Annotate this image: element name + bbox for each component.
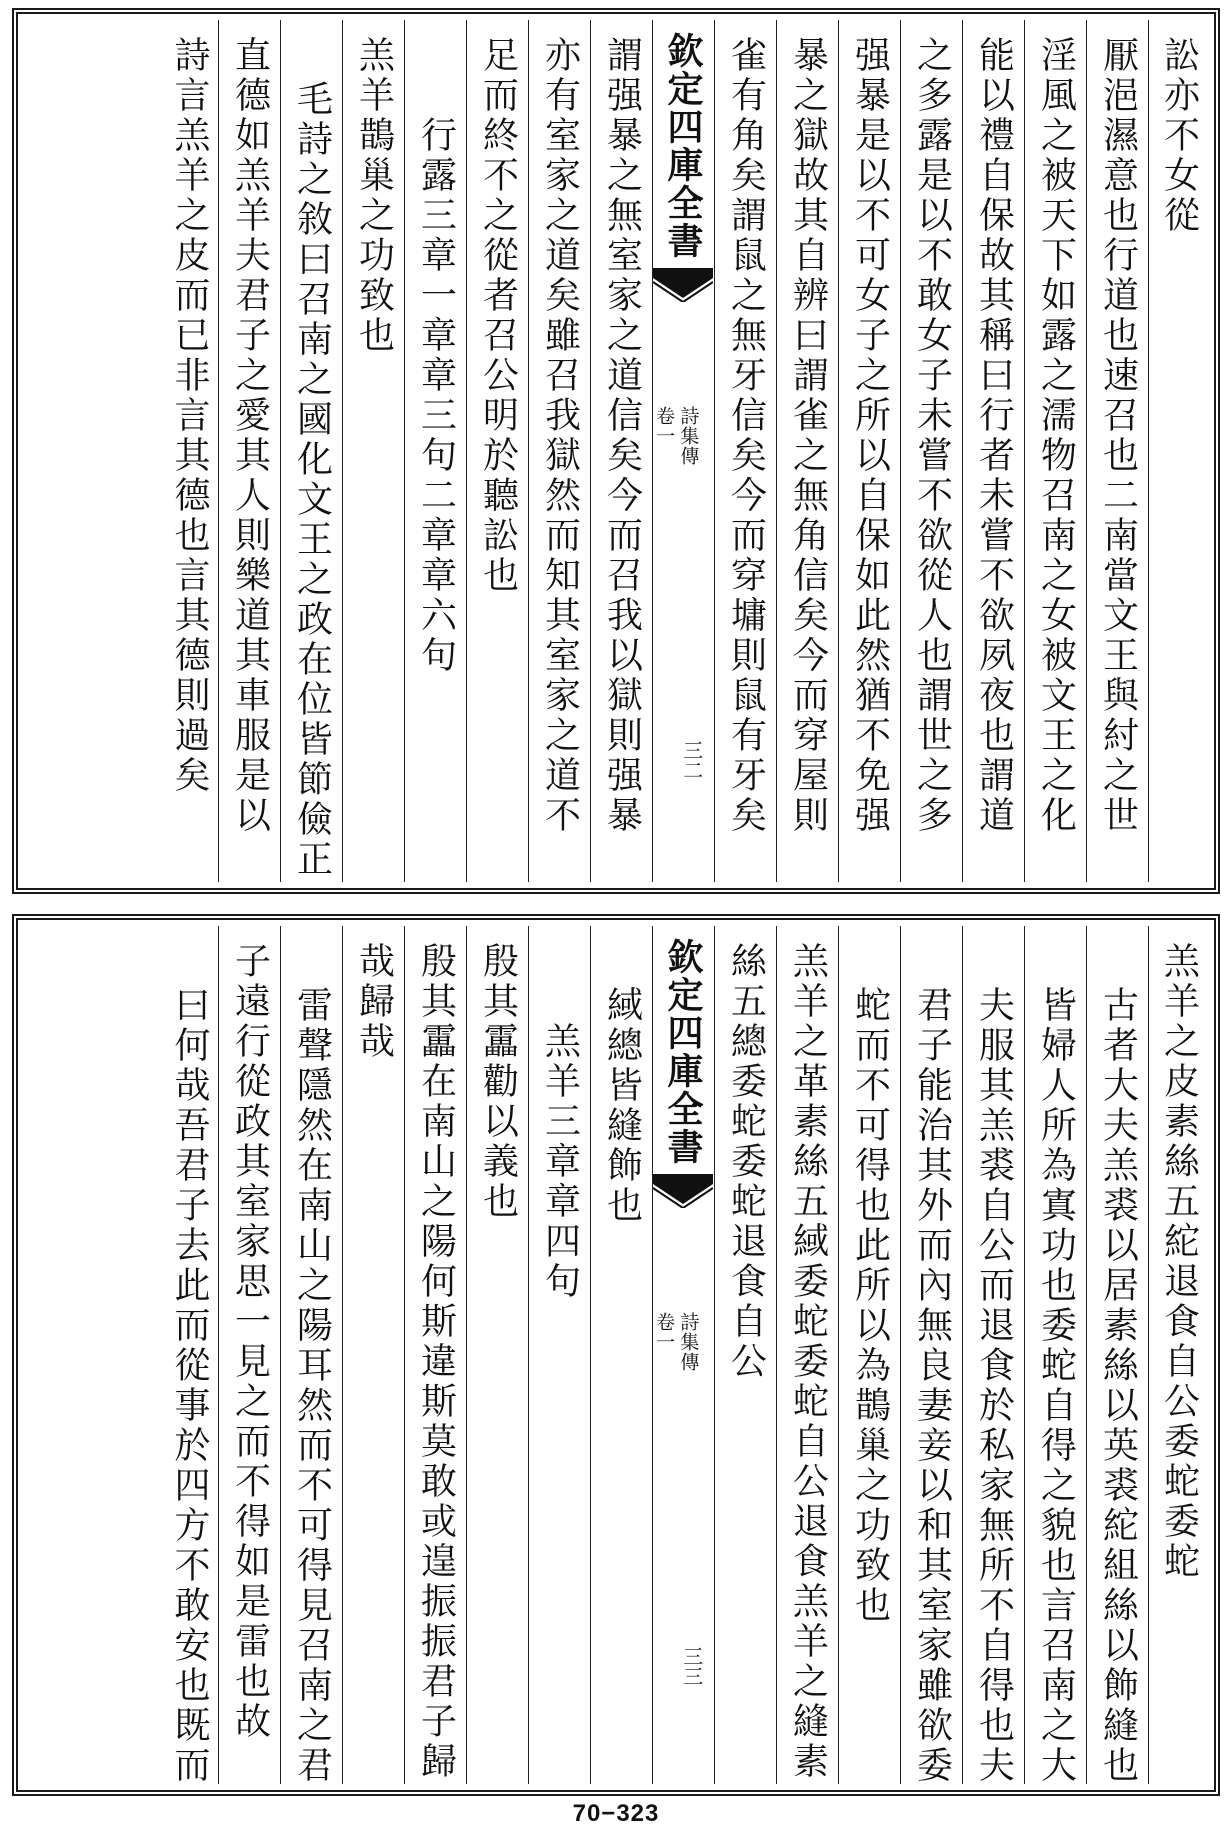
spine-volume: 卷一 xyxy=(653,406,676,446)
text-column xyxy=(776,926,838,1784)
column-text: 亦有室家之道矣雖召我獄然而知其室家之道不 xyxy=(539,36,581,836)
text-column xyxy=(590,20,652,882)
text-column xyxy=(342,926,404,1784)
text-column xyxy=(280,20,342,882)
column-text: 緎總皆縫飾也 xyxy=(601,986,643,1226)
text-column xyxy=(528,20,590,882)
text-column xyxy=(900,926,962,1784)
column-text: 殷其靁在南山之陽何斯違斯莫敢或遑振振君子歸 xyxy=(415,942,457,1782)
text-column xyxy=(776,20,838,882)
column-text: 夫服其羔裘自公而退食於私家無所不自得也夫 xyxy=(973,986,1015,1786)
text-column xyxy=(528,926,590,1784)
spine-book-title: 詩集傳 xyxy=(677,406,700,466)
page-spine xyxy=(652,20,714,882)
fish-tail-mark xyxy=(653,1174,713,1208)
text-column xyxy=(962,926,1024,1784)
spine-title: 欽定四庫全書 xyxy=(662,938,704,1166)
text-column xyxy=(218,926,280,1784)
column-text: 曰何哉吾君子去此而從事於四方不敢安也既而 xyxy=(169,986,210,1786)
column-text: 君子能治其外而內無良妻妾以和其室家雖欲委 xyxy=(911,986,953,1786)
column-text: 皆婦人所為寘功也委蛇自得之貌也言召南之大 xyxy=(1035,986,1077,1786)
column-text: 古者大夫羔裘以居素絲以英裘紽組絲以飾縫也 xyxy=(1097,986,1139,1786)
top-page xyxy=(12,8,1220,894)
text-column xyxy=(280,926,342,1784)
column-text: 雀有角矣謂鼠之無牙信矣今而穿墉則鼠有牙矣 xyxy=(725,36,767,836)
text-column xyxy=(218,20,280,882)
spine-page-number: 三三 xyxy=(679,1646,704,1686)
column-text: 詩言羔羊之皮而已非言其德也言其德則過矣 xyxy=(169,36,210,796)
text-column xyxy=(838,20,900,882)
top-columns xyxy=(24,20,1208,882)
column-text: 謂强暴之無室家之道信矣今而召我以獄則强暴 xyxy=(601,36,643,836)
spine-page-number: 三二 xyxy=(679,740,704,780)
column-text: 厭浥濕意也行道也速召也二南當文王與紂之世 xyxy=(1097,36,1139,836)
text-column xyxy=(404,20,466,882)
text-column xyxy=(466,20,528,882)
column-text: 羔羊之革素絲五緎委蛇委蛇自公退食羔羊之縫素 xyxy=(787,942,829,1782)
column-text: 直德如羔羊夫君子之愛其人則樂道其車服是以 xyxy=(229,36,271,836)
column-text: 子遠行從政其室家思一見之而不得如是雷也故 xyxy=(229,942,271,1742)
column-text: 能以禮自保故其稱曰行者未嘗不欲夙夜也謂道 xyxy=(973,36,1015,836)
column-text: 淫風之被天下如露之濡物召南之女被文王之化 xyxy=(1035,36,1077,836)
text-column xyxy=(838,926,900,1784)
page-spine xyxy=(652,926,714,1784)
text-column xyxy=(1086,926,1148,1784)
column-text: 蛇而不可得也此所以為鵲巢之功致也 xyxy=(849,986,891,1626)
column-text: 殷其靁勸以義也 xyxy=(477,942,519,1222)
bottom-columns xyxy=(24,926,1208,1784)
text-column xyxy=(466,926,528,1784)
footer-page-label: 70−323 xyxy=(572,1800,660,1827)
column-text: 毛詩之敘曰召南之國化文王之政在位皆節儉正 xyxy=(291,80,333,880)
text-column xyxy=(590,926,652,1784)
spine-title: 欽定四庫全書 xyxy=(662,32,704,260)
column-text: 訟亦不女從 xyxy=(1158,36,1200,236)
text-column xyxy=(1024,926,1086,1784)
column-text: 足而終不之從者召公明於聽訟也 xyxy=(477,36,519,596)
text-column xyxy=(714,926,776,1784)
spine-book-title: 詩集傳 xyxy=(677,1312,700,1372)
text-column xyxy=(1148,20,1208,882)
text-column xyxy=(714,20,776,882)
text-column xyxy=(900,20,962,882)
fish-tail-mark xyxy=(653,268,713,302)
text-column xyxy=(160,926,218,1784)
column-text: 雷聲隱然在南山之陽耳然而不可得見召南之君 xyxy=(291,986,333,1786)
column-text: 羔羊之皮素絲五紽退食自公委蛇委蛇 xyxy=(1158,942,1200,1582)
column-text: 羔羊鵲巢之功致也 xyxy=(353,36,395,356)
column-text: 之多露是以不敢女子未嘗不欲從人也謂世之多 xyxy=(911,36,953,836)
column-text: 行露三章一章章三句二章章六句 xyxy=(415,116,457,676)
text-column xyxy=(1148,926,1208,1784)
column-text: 强暴是以不可女子之所以自保如此然猶不免强 xyxy=(849,36,891,836)
column-text: 羔羊三章章四句 xyxy=(539,1022,581,1302)
text-column xyxy=(160,20,218,882)
text-column xyxy=(404,926,466,1784)
text-column xyxy=(1024,20,1086,882)
text-column xyxy=(1086,20,1148,882)
text-column xyxy=(962,20,1024,882)
spine-volume: 卷一 xyxy=(653,1312,676,1352)
column-text: 絲五總委蛇委蛇退食自公 xyxy=(725,942,767,1382)
column-text: 哉歸哉 xyxy=(353,942,395,1062)
text-column xyxy=(342,20,404,882)
bottom-page xyxy=(12,914,1220,1796)
column-text: 暴之獄故其自辨曰謂雀之無角信矣今而穿屋則 xyxy=(787,36,829,836)
